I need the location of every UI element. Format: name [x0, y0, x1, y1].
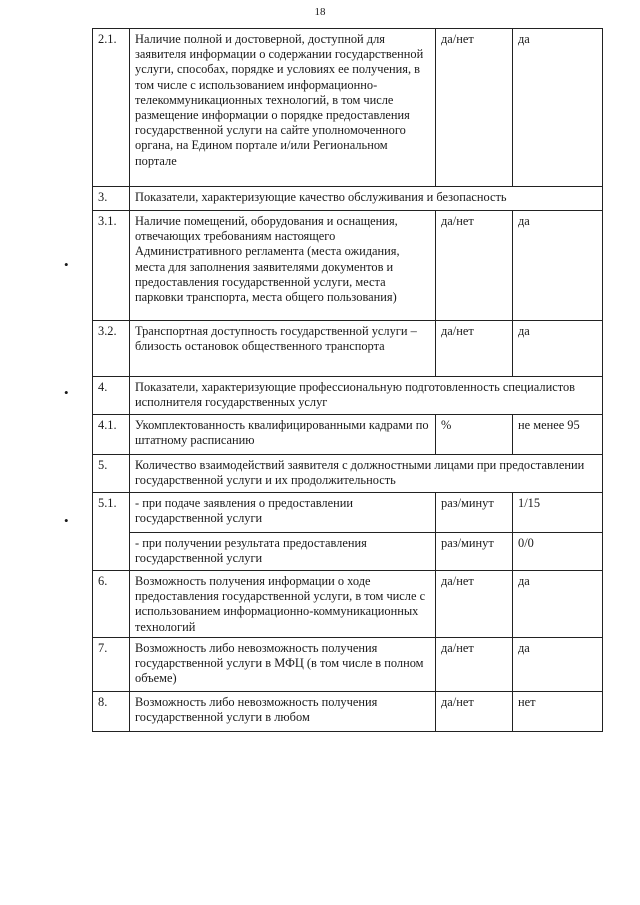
- table-row: [93, 637, 603, 691]
- table-row: [93, 29, 603, 187]
- row-value: да: [513, 321, 603, 377]
- row-value: 0/0: [513, 533, 603, 571]
- row-unit: да/нет: [436, 691, 513, 731]
- table-row: [93, 533, 603, 571]
- row-number: 4.1.: [93, 415, 130, 455]
- margin-bullet-mark: •: [64, 257, 69, 272]
- row-number: 3.1.: [93, 211, 130, 321]
- indicators-table: [92, 28, 603, 732]
- row-indicator-text: Транспортная доступность государственной услуги – близость остановок общественного транспорта: [130, 321, 436, 377]
- section-row: [93, 187, 603, 211]
- row-number: 8.: [93, 691, 130, 731]
- row-unit: да/нет: [436, 211, 513, 321]
- row-indicator-text: - при получении результата предоставления государственной услуги: [130, 533, 436, 571]
- section-row: [93, 455, 603, 493]
- row-unit: да/нет: [436, 571, 513, 638]
- row-number: 5.1.: [93, 493, 130, 571]
- table-row: [93, 415, 603, 455]
- row-indicator-text: Возможность либо невозможность получения государственной услуги в любом: [130, 691, 436, 731]
- row-number: 2.1.: [93, 29, 130, 187]
- table-row: [93, 211, 603, 321]
- row-unit: да/нет: [436, 29, 513, 187]
- row-value: 1/15: [513, 493, 603, 533]
- row-indicator-text: Наличие полной и достоверной, доступной для заявителя информации о содержании государственной услуги, способах, порядке и условиях ее получения, в том числе с использованием информационно-телекоммуникационных технологий, в том числе размещение информации о порядке предоставления государственной услуги на сайте уполномоченного органа, на Едином портале и/или Региональном портале: [130, 29, 436, 187]
- table-row: [93, 493, 603, 533]
- section-title: Количество взаимодействий заявителя с должностными лицами при предоставлении государственной услуги и их продолжительность: [130, 455, 603, 493]
- row-unit: %: [436, 415, 513, 455]
- table-row: [93, 571, 603, 638]
- margin-bullet-mark: •: [64, 385, 69, 400]
- section-title: Показатели, характеризующие качество обслуживания и безопасность: [130, 187, 603, 211]
- row-value: да: [513, 211, 603, 321]
- row-value: нет: [513, 691, 603, 731]
- row-unit: раз/минут: [436, 533, 513, 571]
- row-value: да: [513, 571, 603, 638]
- row-number: 6.: [93, 571, 130, 638]
- row-indicator-text: Возможность либо невозможность получения государственной услуги в МФЦ (в том числе в полном объеме): [130, 637, 436, 691]
- row-value: да: [513, 637, 603, 691]
- row-unit: да/нет: [436, 637, 513, 691]
- page-number: 18: [314, 6, 326, 18]
- row-indicator-text: - при подаче заявления о предоставлении государственной услуги: [130, 493, 436, 533]
- section-row: [93, 377, 603, 415]
- row-unit: раз/минут: [436, 493, 513, 533]
- table-row: [93, 691, 603, 731]
- row-indicator-text: Укомплектованность квалифицированными кадрами по штатному расписанию: [130, 415, 436, 455]
- row-indicator-text: Наличие помещений, оборудования и оснащения, отвечающих требованиям настоящего Административного регламента (места ожидания, места для заполнения заявителями документов и предоставления государственной услуги, места парковки транспорта, места общего пользования): [130, 211, 436, 321]
- row-number: 7.: [93, 637, 130, 691]
- row-number: 4.: [93, 377, 130, 415]
- section-title: Показатели, характеризующие профессиональную подготовленность специалистов исполнителя государственных услуг: [130, 377, 603, 415]
- margin-bullet-mark: •: [64, 513, 69, 528]
- row-indicator-text: Возможность получения информации о ходе предоставления государственной услуги, в том числе с использованием информационно-коммуникационных технологий: [130, 571, 436, 638]
- row-number: 5.: [93, 455, 130, 493]
- row-number: 3.2.: [93, 321, 130, 377]
- row-value: не менее 95: [513, 415, 603, 455]
- table-row: [93, 321, 603, 377]
- row-value: да: [513, 29, 603, 187]
- row-number: 3.: [93, 187, 130, 211]
- row-unit: да/нет: [436, 321, 513, 377]
